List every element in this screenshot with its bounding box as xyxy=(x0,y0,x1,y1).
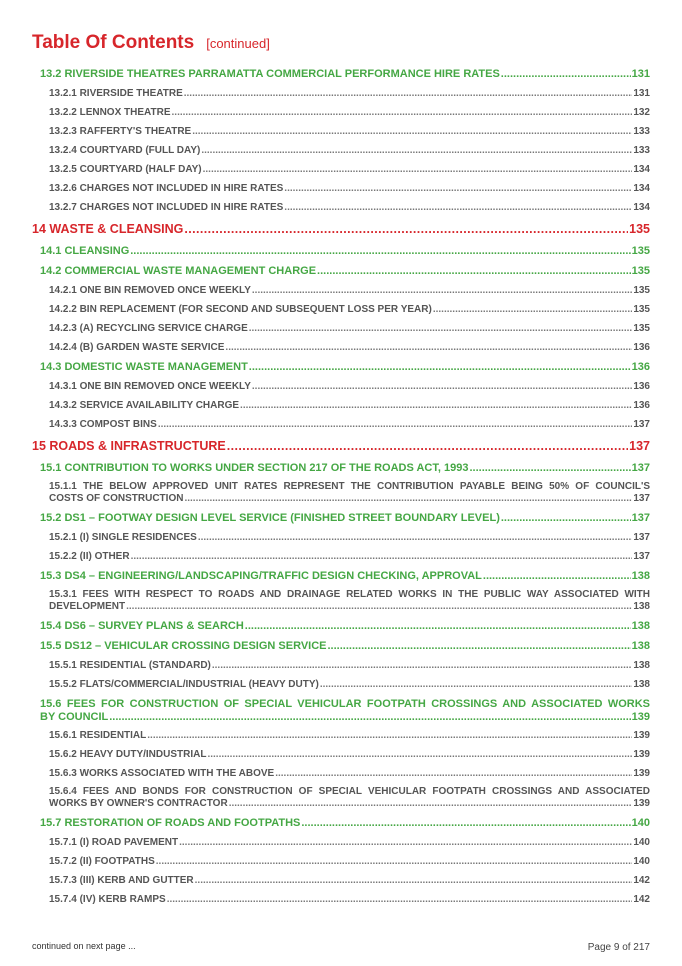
toc-entry-text: 15.2 DS1 – FOOTWAY DESIGN LEVEL SERVICE (FINISHED STREET BOUNDARY LEVEL) xyxy=(40,512,500,524)
toc-entry-text: 15.7.3 (III) KERB AND GUTTER xyxy=(49,875,194,886)
toc-entry-text: 15.2.1 (I) SINGLE RESIDENCES xyxy=(49,532,197,543)
toc-entry[interactable] xyxy=(32,357,650,377)
toc-entry-text: 14.3.2 SERVICE AVAILABILITY CHARGE xyxy=(49,400,240,411)
toc-entry[interactable] xyxy=(32,160,650,179)
dot-leader xyxy=(284,198,632,217)
dot-leader xyxy=(227,434,628,458)
toc-entry[interactable] xyxy=(32,890,650,909)
toc-list xyxy=(32,64,650,909)
toc-entry-page: 142 xyxy=(633,875,650,886)
toc-entry-text: 13.2.6 CHARGES NOT INCLUDED IN HIRE RATES xyxy=(49,183,284,194)
toc-entry-page: 137 xyxy=(631,512,650,524)
dot-leader xyxy=(198,528,632,547)
toc-entry-text: 13.2 RIVERSIDE THEATRES PARRAMATTA COMMERCIAL PERFORMANCE HIRE RATES xyxy=(40,68,500,80)
toc-entry[interactable] xyxy=(32,636,650,656)
dot-leader xyxy=(179,833,632,852)
dot-leader xyxy=(252,281,632,300)
toc-entry[interactable] xyxy=(32,675,650,694)
toc-entry[interactable] xyxy=(32,852,650,871)
toc-entry[interactable] xyxy=(32,566,650,586)
toc-entry-text: 15.1 CONTRIBUTION TO WORKS UNDER SECTION 217 OF THE ROADS ACT, 1993 xyxy=(40,462,469,474)
toc-entry[interactable] xyxy=(32,179,650,198)
toc-entry-text-continued: WORKS BY OWNER'S CONTRACTOR xyxy=(49,798,228,809)
toc-entry-text: 15.1.1 THE BELOW APPROVED UNIT RATES REPRESENT THE CONTRIBUTION PAYABLE BEING 50% OF COUNCIL'S xyxy=(49,481,650,492)
toc-entry-page: 132 xyxy=(633,107,650,118)
toc-entry-page: 140 xyxy=(631,817,650,829)
dot-leader xyxy=(212,656,632,675)
toc-entry-page: 133 xyxy=(633,126,650,137)
toc-entry-page: 135 xyxy=(629,222,650,236)
toc-entry-text: 15.3.1 FEES WITH RESPECT TO ROADS AND DRAINAGE RELATED WORKS IN THE PUBLIC WAY ASSOCIATED WITH xyxy=(49,589,650,600)
toc-entry-text: 15.6 FEES FOR CONSTRUCTION OF SPECIAL VEHICULAR FOOTPATH CROSSINGS AND ASSOCIATED WORKS xyxy=(40,698,650,710)
continued-note: continued on next page ... xyxy=(32,941,136,951)
toc-entry-page: 137 xyxy=(633,493,650,504)
toc-entry-page: 135 xyxy=(633,323,650,334)
toc-entry-page: 136 xyxy=(633,400,650,411)
toc-entry-page: 133 xyxy=(633,145,650,156)
toc-entry-page: 138 xyxy=(631,620,650,632)
toc-entry[interactable] xyxy=(32,547,650,566)
toc-entry[interactable] xyxy=(32,396,650,415)
dot-leader xyxy=(229,798,633,810)
toc-entry-page: 136 xyxy=(633,342,650,353)
toc-entry-text: 15.4 DS6 – SURVEY PLANS & SEARCH xyxy=(40,620,244,632)
toc-entry-text: 14.2.3 (A) RECYCLING SERVICE CHARGE xyxy=(49,323,248,334)
toc-entry-text: 13.2.4 COURTYARD (FULL DAY) xyxy=(49,145,201,156)
toc-entry-text: 13.2.7 CHARGES NOT INCLUDED IN HIRE RATES xyxy=(49,202,284,213)
dot-leader xyxy=(284,179,632,198)
toc-entry-text-continued: BY COUNCIL xyxy=(40,711,109,723)
toc-entry[interactable] xyxy=(32,833,650,852)
toc-entry-text: 15.6.1 RESIDENTIAL xyxy=(49,730,147,741)
dot-leader xyxy=(207,745,632,764)
dot-leader xyxy=(195,871,633,890)
toc-entry[interactable] xyxy=(32,241,650,261)
dot-leader xyxy=(501,508,631,528)
dot-leader xyxy=(501,64,631,84)
toc-entry-page: 136 xyxy=(633,381,650,392)
toc-entry-text: 13.2.3 RAFFERTY'S THEATRE xyxy=(49,126,192,137)
toc-entry-page: 137 xyxy=(633,551,650,562)
toc-entry[interactable] xyxy=(32,764,650,783)
toc-entry-text: 15.5 DS12 – VEHICULAR CROSSING DESIGN SERVICE xyxy=(40,640,327,652)
dot-leader xyxy=(328,636,631,656)
toc-entry-page: 139 xyxy=(633,798,650,809)
toc-entry[interactable] xyxy=(32,871,650,890)
toc-entry-page: 139 xyxy=(633,730,650,741)
toc-entry-page: 135 xyxy=(631,265,650,277)
dot-leader xyxy=(158,415,633,434)
toc-entry-page: 138 xyxy=(631,640,650,652)
dot-leader xyxy=(240,396,632,415)
toc-entry-text: 14.2.2 BIN REPLACEMENT (FOR SECOND AND SUBSEQUENT LOSS PER YEAR) xyxy=(49,304,432,315)
toc-entry[interactable] xyxy=(32,198,650,217)
toc-entry-page: 131 xyxy=(631,68,650,80)
toc-entry[interactable] xyxy=(32,141,650,160)
toc-entry-page: 138 xyxy=(631,570,650,582)
dot-leader xyxy=(130,241,630,261)
toc-entry-text: 15 ROADS & INFRASTRUCTURE xyxy=(32,439,226,453)
dot-leader xyxy=(433,300,632,319)
toc-entry[interactable] xyxy=(32,338,650,357)
dot-leader xyxy=(147,726,632,745)
dot-leader xyxy=(249,319,633,338)
toc-entry-page: 138 xyxy=(633,660,650,671)
dot-leader xyxy=(167,890,633,909)
toc-entry[interactable] xyxy=(32,586,650,616)
toc-entry-text: 15.7 RESTORATION OF ROADS AND FOOTPATHS xyxy=(40,817,301,829)
toc-entry-page: 137 xyxy=(633,419,650,430)
dot-leader xyxy=(225,338,632,357)
toc-entry-text: 14.3 DOMESTIC WASTE MANAGEMENT xyxy=(40,361,248,373)
toc-entry[interactable] xyxy=(32,616,650,636)
toc-entry-text: 15.5.2 FLATS/COMMERCIAL/INDUSTRIAL (HEAVY DUTY) xyxy=(49,679,319,690)
dot-leader xyxy=(275,764,632,783)
toc-entry[interactable] xyxy=(32,458,650,478)
toc-entry-text: 14.1 CLEANSING xyxy=(40,245,130,257)
toc-entry-page: 140 xyxy=(633,856,650,867)
toc-entry-text: 15.6.3 WORKS ASSOCIATED WITH THE ABOVE xyxy=(49,768,275,779)
dot-leader xyxy=(184,493,632,505)
page-title xyxy=(32,32,270,54)
toc-entry[interactable] xyxy=(32,726,650,745)
toc-entry-page: 135 xyxy=(631,245,650,257)
toc-entry-text: 15.7.2 (II) FOOTPATHS xyxy=(49,856,155,867)
toc-entry-text: 13.2.2 LENNOX THEATRE xyxy=(49,107,171,118)
toc-entry-page: 137 xyxy=(631,462,650,474)
toc-entry-page: 136 xyxy=(631,361,650,373)
toc-entry[interactable] xyxy=(32,745,650,764)
toc-entry[interactable] xyxy=(32,319,650,338)
toc-entry-page: 134 xyxy=(633,202,650,213)
toc-entry-text: 13.2.5 COURTYARD (HALF DAY) xyxy=(49,164,202,175)
dot-leader xyxy=(109,711,630,724)
toc-entry[interactable] xyxy=(32,656,650,675)
toc-entry-page: 137 xyxy=(633,532,650,543)
toc-entry[interactable] xyxy=(32,508,650,528)
toc-entry-page: 139 xyxy=(633,768,650,779)
dot-leader xyxy=(317,261,631,281)
toc-entry-page: 139 xyxy=(631,711,650,723)
toc-entry-text-continued: DEVELOPMENT xyxy=(49,601,126,612)
dot-leader xyxy=(192,122,632,141)
toc-entry[interactable] xyxy=(32,415,650,434)
dot-leader xyxy=(156,852,633,871)
toc-entry-text: 15.3 DS4 – ENGINEERING/LANDSCAPING/TRAFFIC DESIGN CHECKING, APPROVAL xyxy=(40,570,482,582)
toc-entry[interactable] xyxy=(32,103,650,122)
toc-entry[interactable] xyxy=(32,377,650,396)
toc-entry[interactable] xyxy=(32,261,650,281)
toc-entry-page: 135 xyxy=(633,285,650,296)
toc-entry-text: 15.6.2 HEAVY DUTY/INDUSTRIAL xyxy=(49,749,207,760)
dot-leader xyxy=(184,84,633,103)
toc-entry[interactable] xyxy=(32,281,650,300)
dot-leader xyxy=(469,458,630,478)
toc-entry[interactable] xyxy=(32,217,650,241)
toc-entry-text: 14.3.3 COMPOST BINS xyxy=(49,419,157,430)
toc-entry-page: 139 xyxy=(633,749,650,760)
toc-entry[interactable] xyxy=(32,122,650,141)
dot-leader xyxy=(483,566,631,586)
toc-entry[interactable] xyxy=(32,528,650,547)
dot-leader xyxy=(203,160,633,179)
dot-leader xyxy=(126,601,632,613)
dot-leader xyxy=(184,217,628,241)
toc-entry[interactable] xyxy=(32,434,650,458)
dot-leader xyxy=(252,377,632,396)
toc-entry-page: 137 xyxy=(629,439,650,453)
toc-entry-text: 15.7.4 (IV) KERB RAMPS xyxy=(49,894,166,905)
toc-entry[interactable] xyxy=(32,84,650,103)
page-number: Page 9 of 217 xyxy=(587,942,650,953)
toc-entry-text: 14 WASTE & CLEANSING xyxy=(32,222,184,236)
toc-entry[interactable] xyxy=(32,478,650,508)
toc-entry-text: 14.3.1 ONE BIN REMOVED ONCE WEEKLY xyxy=(49,381,251,392)
toc-entry-text: 14.2.1 ONE BIN REMOVED ONCE WEEKLY xyxy=(49,285,251,296)
toc-entry-text: 15.7.1 (I) ROAD PAVEMENT xyxy=(49,837,179,848)
toc-entry-text: 15.2.2 (II) OTHER xyxy=(49,551,130,562)
toc-entry-page: 140 xyxy=(633,837,650,848)
toc-entry-text-continued: COSTS OF CONSTRUCTION xyxy=(49,493,184,504)
dot-leader xyxy=(131,547,633,566)
toc-entry-text: 14.2 COMMERCIAL WASTE MANAGEMENT CHARGE xyxy=(40,265,317,277)
toc-entry-page: 131 xyxy=(633,88,650,99)
toc-entry-page: 134 xyxy=(633,164,650,175)
toc-entry-page: 134 xyxy=(633,183,650,194)
toc-entry-text: 15.5.1 RESIDENTIAL (STANDARD) xyxy=(49,660,211,671)
toc-entry-page: 138 xyxy=(633,601,650,612)
toc-continued-label: [continued] xyxy=(206,36,270,51)
toc-entry-text: 14.2.4 (B) GARDEN WASTE SERVICE xyxy=(49,342,225,353)
toc-entry[interactable] xyxy=(32,300,650,319)
toc-title: Table Of Contents xyxy=(32,32,195,53)
dot-leader xyxy=(249,357,631,377)
dot-leader xyxy=(201,141,632,160)
toc-entry-text: 13.2.1 RIVERSIDE THEATRE xyxy=(49,88,183,99)
toc-entry-page: 135 xyxy=(633,304,650,315)
toc-entry[interactable] xyxy=(32,783,650,813)
toc-entry-page: 138 xyxy=(633,679,650,690)
dot-leader xyxy=(301,813,630,833)
dot-leader xyxy=(245,616,631,636)
dot-leader xyxy=(320,675,632,694)
toc-entry-page: 142 xyxy=(633,894,650,905)
toc-entry-text: 15.6.4 FEES AND BONDS FOR CONSTRUCTION OF SPECIAL VEHICULAR FOOTPATH CROSSINGS AND ASSOCIATED xyxy=(49,786,650,797)
toc-entry[interactable] xyxy=(32,813,650,833)
toc-entry[interactable] xyxy=(32,64,650,84)
dot-leader xyxy=(172,103,633,122)
toc-entry[interactable] xyxy=(32,694,650,726)
